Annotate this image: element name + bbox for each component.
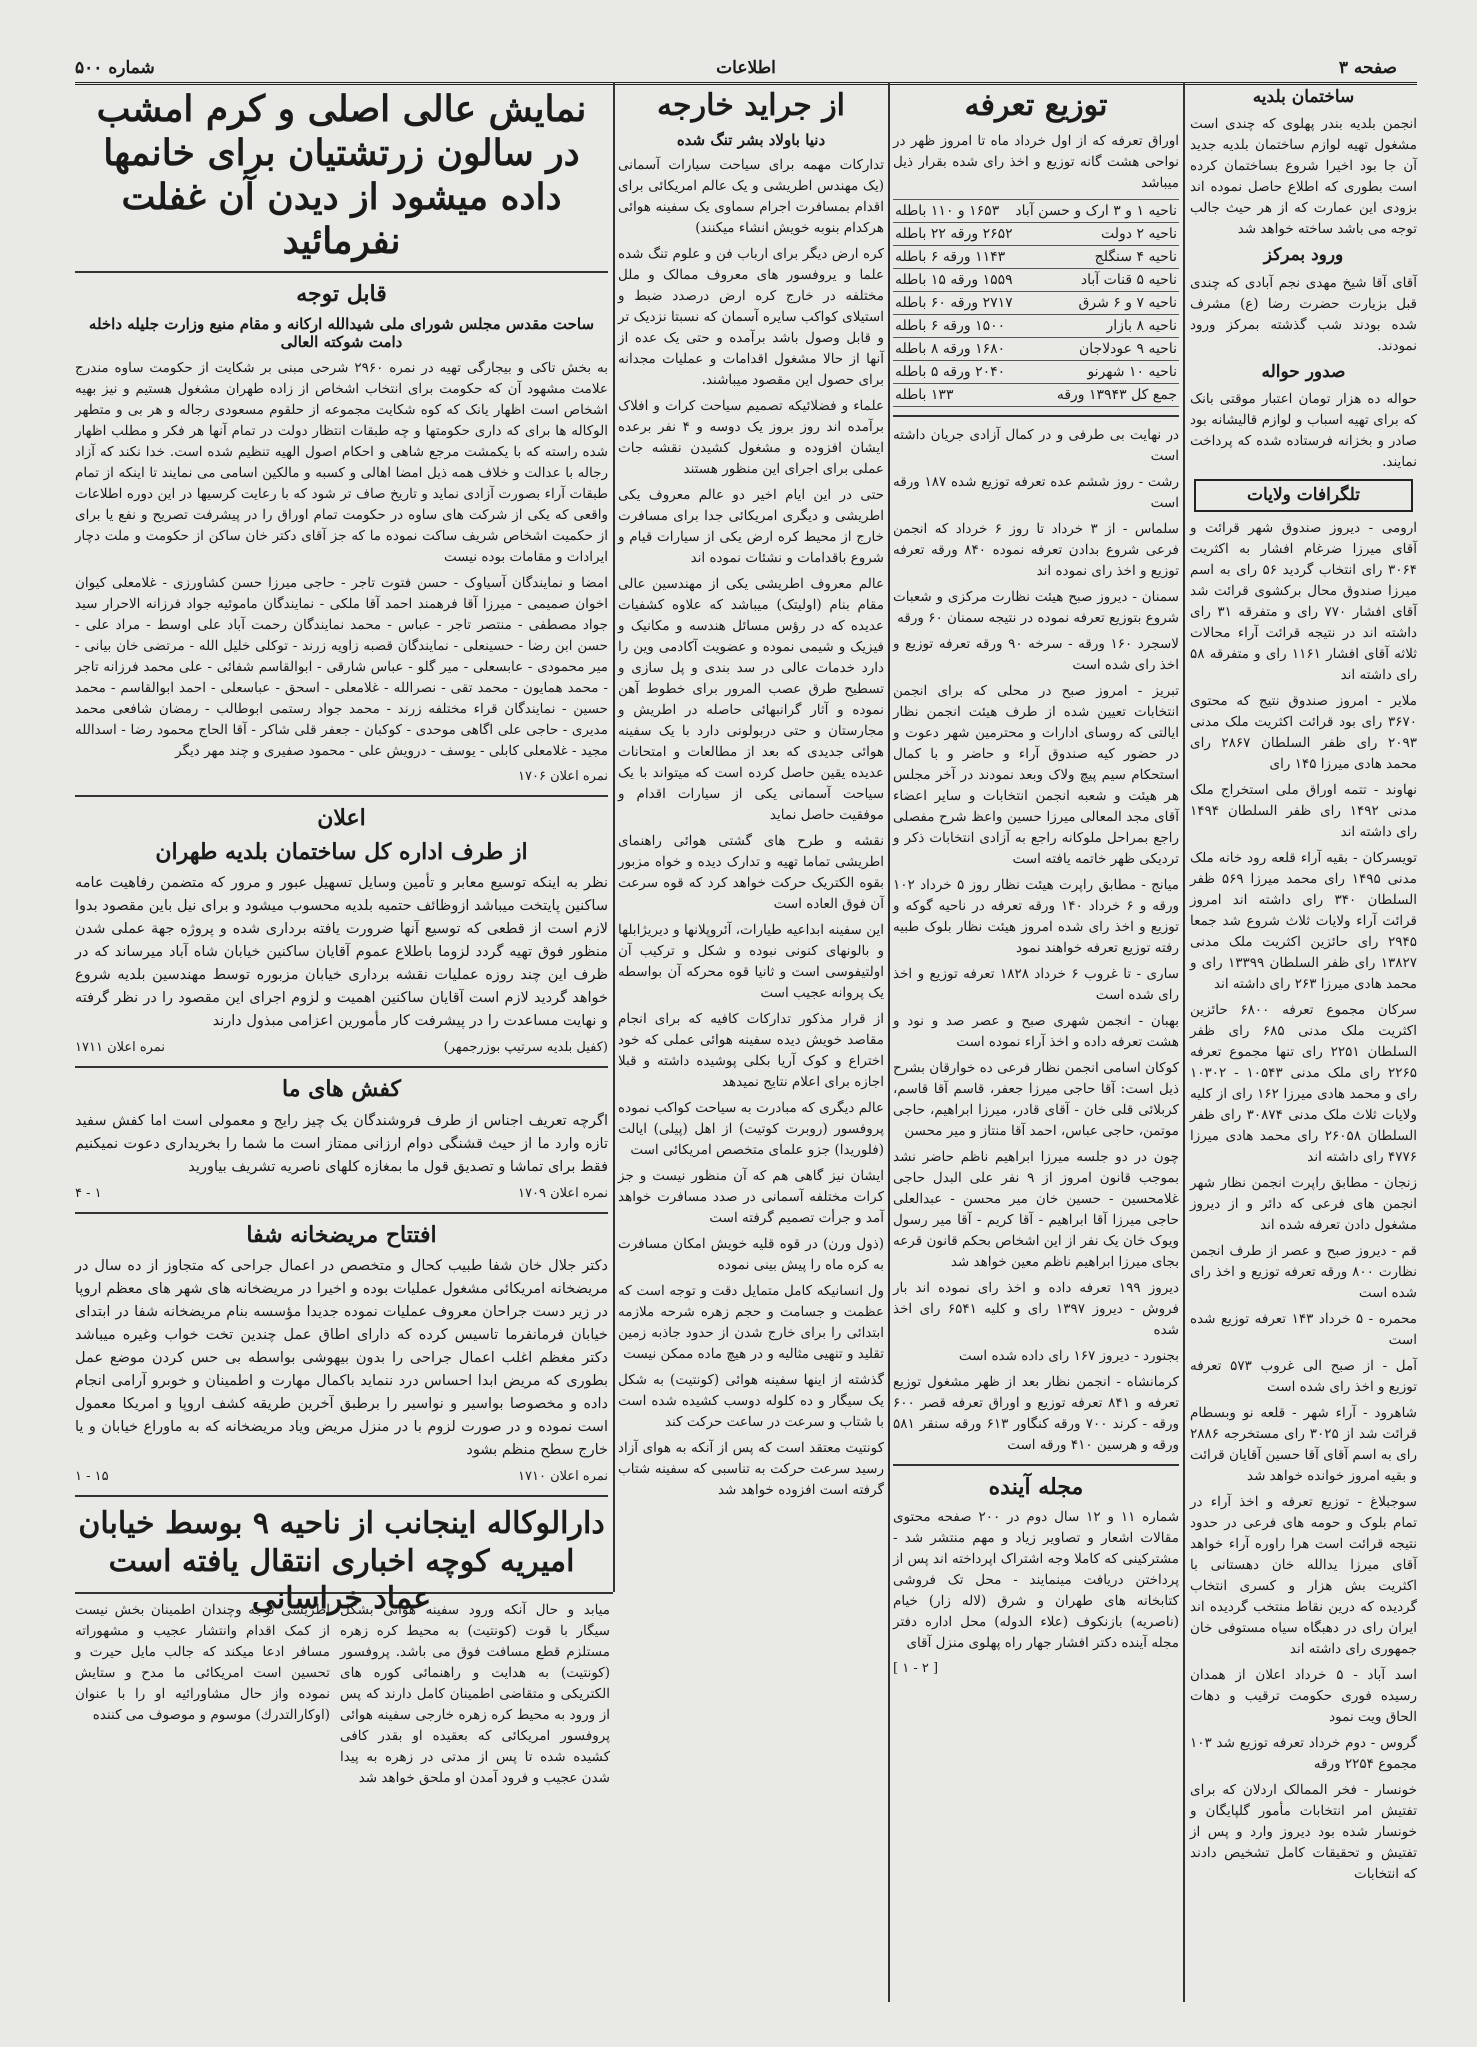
building-heading: ساختمان بلدیه <box>1252 87 1355 107</box>
telegram-paragraph: خونسار - فخر الممالک اردلان که برای تفتیش امر انتخابات مأمور گلپایگان و خونسار شده بود دیروز وارد و پس از تفتیش و تحقیقات کامل تشخیص دادند که انتخابات <box>1190 1782 1417 1882</box>
shoes-title: کفش های ما <box>282 1076 401 1102</box>
telegram-paragraph: آمل - از صبح الی غروب ۵۷۳ تعرفه توزیع و اخذ رای شده است <box>1190 1358 1418 1395</box>
arrival-body: آقای آقا شیخ مهدی نجم آبادی که چندی قبل بزیارت حضرت رضا (ع) مشرف شده بودند شب گذشته بمرکز ورود نمودند. <box>1190 274 1417 354</box>
article-paragraph: این سفینه ابداعیه طیارات، آئروپلانها و دیریژابلها و بالونهای کنونی نبوده و شکل و ترکیب آن اولتیفوسی است و ثانیا قوه محرکه آن بواسطه یک پروانه عجیب است <box>618 922 884 1002</box>
tariff-table <box>893 199 1179 407</box>
table-row: ناحیه ۸ بازار ۱۵۰۰ ورقه ۶ باطله <box>893 315 1179 338</box>
table-row: ناحیه ۱ و ۳ ارک و حسن آباد ۱۶۵۳ و ۱۱۰ باطله <box>893 200 1179 223</box>
municipality-ref: نمره اعلان ۱۷۱۱ <box>75 1040 165 1055</box>
telegram-paragraph: تویسرکان - بقیه آراء قلعه رود خانه ملک مدنی ۱۴۹۵ رای محمد میرزا ۵۶۹ ظفر السلطان ۳۴۰ رای داشته اند امروز قرائت آراء ولایات ثلاث شروع شد جمعا ۲۹۴۵ رای حائزین اکثریت ملک مدنی ۱۳۸۲۷ رای ظفر السلطان ۱۳۳۹۹ رای و محمد هادی میرزا ۲۶۳ رای داشته اند <box>1190 850 1417 992</box>
notice-subtitle: ساحت مقدس مجلس شورای ملی شیدالله ارکانه و مقام منیع وزارت جلیله داخله دامت شوکته العالی <box>88 314 595 352</box>
column-rule <box>613 82 615 1592</box>
table-row: ناحیه ۱۰ شهرنو ۲۰۴۰ ورقه ۵ باطله <box>893 361 1179 384</box>
issue-number: شماره ۵۰۰ <box>75 58 155 78</box>
article-paragraph: ول انسانیکه کامل متمایل دقت و توجه است که عظمت و جسامت و حجم زهره شرحه ملازمه ابتدائی را برای خارج شدن از حدود جاذبه زمین تقلید و تنهیی مثالیه و در هیچ ماده ممکن نیست <box>618 1283 884 1363</box>
divider <box>75 795 608 797</box>
table-row: ناحیه ۲ دولت ۲۶۵۲ ورقه ۲۲ باطله <box>893 223 1179 246</box>
tariff-paragraph: کوکان اسامی انجمن نظار فرعی ده خوارقان بشرح ذیل است: آقا حاجی میرزا جعفر، قاسم آقا قاسم، کربلائی قلی خان - آقای قادر، میرزا ابراهیم، حاجی موتمن، حاجی عباس، احمد آقا منتاز و میر محسن <box>893 1059 1179 1139</box>
tariff-paragraph: لاسجرد ۱۶۰ ورقه - سرخه ۹۰ ورقه تعرفه توزیع و اخذ رای شده است <box>893 635 1179 673</box>
article-paragraph: ایشان نیز گاهی هم که آن منظور نیست و جز کرات مختلفه آسمانی در صدد مسافرت خواهد آمد و جرأت تصمیم گرفته است <box>618 1168 884 1227</box>
article-paragraph: کونتیت معتقد است که پس از آنکه به هوای آزاد رسید سرعت حرکت به تناسبی که سفینه شتاب گرفته است افزوده خواهد شد <box>618 1440 884 1499</box>
arrival-heading: ورود بمرکز <box>1263 245 1344 266</box>
hospital-code: ۱۵ - ۱ <box>75 1469 109 1484</box>
magazine-ref: [ ۱ - ۲ ] <box>893 1661 939 1676</box>
article-paragraph: میابد و حال آنکه ورود سفینه هوائی بشکل سیگار با قوت (کونتیت) به محیط کره زهره مستلزم قطع مسافت فوق می باشد. پروفسور (کونتیت) به هدایت و راهنمائی کوره های الکتریکی و متقاضی اطمینان کامل دارند که پس از ورود به محیط کره زهره خارجی سفینه هوائی پروفسور امریکائی که بعقیده او بقدر کافی کشیده شده تا پس از مدتی در زهره به پیدا شدن عجیب و فرود آمدن او ملحق خواهد شد <box>340 1602 610 1786</box>
column-left <box>75 85 609 1616</box>
show-headline: نمایش عالی اصلی و کرم امشب در سالون زرتشتیان برای خانمها داده میشود از دیدن آن غفلت نفرمائید <box>96 88 587 262</box>
telegram-paragraph: قم - دیروز صبح و عصر از طرف انجمن نظارت ۸۰۰ ورقه تعرفه توزیع و اخذ رای شده است <box>1190 1243 1417 1301</box>
tariff-intro: اوراق تعرفه که از اول خرداد ماه تا امروز ظهر در نواحی هشت گانه توزیع و اخذ رای شده بقرار ذیل میباشد <box>893 132 1179 191</box>
municipality-body: نظر به اینکه توسیع معابر و تأمین وسایل تسهیل عبور و مرور که متضمن رفاهیت عامه ساکنین پایتخت میباشد ازوظائف حتمیه بلدیه محسوب میشود و برای نیل باین مقصود بدوا لازم است از قطعی که توسیع آنها ضرورت یافته برداری شده و پروژه جهة عملی شدن منظور فوق تهیه گردد لزوما باطلاع عموم آقایان ساکنین خیابان شاه آباد میرساند که در ظرف این چند روزه عملیات نقشه برداری خیابان مزبوره توسط مهندسین بلدیه شروع خواهد گردید لازم است آقایان ساکنین اهمیت و لزوم اجرای این مقصود را در نظر گرفته و نهایت مساعدت را در پیشرفت کار مأمورین اعزامی مبذول دارند <box>75 875 608 1029</box>
magazine-ref-line <box>893 1659 1179 1679</box>
divider <box>893 1464 1179 1466</box>
divider <box>75 1495 608 1497</box>
transfer-heading: صدور حواله <box>1261 361 1346 382</box>
telegram-paragraph: سوجبلاغ - توزیع تعرفه و اخذ آراء در تمام بلوک و حومه های فرعی در حدود نتیجه قرائت است هرا راوره آراء خواهد آقای میرزا یدالله خان دهستانی با اکثریت بش هزار و کسری انتخاب گردیده که درین نقاط منتخب گردیده اند ایران رای در دهبگاه سیاه مستوفی خان جمهوری رای داشته اند <box>1190 1494 1417 1657</box>
column-rule <box>888 82 890 2002</box>
telegram-paragraph: محمره - ۵ خرداد ۱۴۳ تعرفه توزیع شده است <box>1190 1311 1417 1348</box>
building-body: انجمن بلدیه بندر پهلوی که چندی است مشغول تهیه لوازم ساختمان بلدیه جدید آن جا بود اخیرا شروع بساختمان کرده است بطوری که اطلاع حاصل نموده اند بزودی این عمارت که از هر حیث جالب توجه می باشد ساخته خواهد شد <box>1190 116 1417 238</box>
hospital-body: دکتر جلال خان شفا طبیب کحال و متخصص در اعمال جراحی که متجاوز از ده سال در مریضخانه امریکائی مشغول عملیات بوده و اخیرا در مریضخانه های شهر های معظم اروپا در زیر دست جراحان معروف عملیات نموده جدیدا مؤسسه بنام مریضخانه شفا در ابتدای خیابان فرمانفرما تاسیس کرده که دارای اطاق عمل چندین تخت خواب وغیره میباشد دکتر مغظم اغلب اعمال جراحی را بدون بیهوشی بواسطه بی حس کردن موضع عمل بطوری که مریض ابدا احساس درد ننماید باکمال مهارت و اطمینان و خوبرو آرامی انجام داده و مخصوصا بواسیر و نواسیر را برطبق آخرین طریقه کشف اروپا و امریکا معمول است نموده و در صورت لزوم با در منزل مریض ویاد مریضخانه که به ماوراع خیابان و یا خارج سطح منظم بشود <box>75 1258 608 1458</box>
article-paragraph: گذشته از اینها سفینه هوائی (کونتیت) به شکل یک سیگار و ده کلوله دوسب کشیده شده است با شتاب و سرعت در ساعت حرکت کند <box>618 1372 884 1431</box>
divider <box>75 1212 608 1214</box>
tariff-paragraph: سمنان - دیروز صبح هیئت نظارت مرکزی و شعبات شروع بتوزیع تعرفه نموده در نتیجه سمنان ۶۰ ورقه <box>893 588 1179 626</box>
hospital-title: افتتاح مریضخانه شفا <box>246 1221 437 1248</box>
telegram-paragraph: ملایر - امروز صندوق نتیج که محتوی ۳۶۷۰ رای بود قرائت اکثریت ملک مدنی ۲۰۹۳ رای ظفر السلطان ۲۸۶۷ رای محمد هادی میرزا ۱۴۵ رای <box>1190 693 1417 772</box>
table-row: ناحیه ۹ عودلاجان ۱۶۸۰ ورقه ۸ باطله <box>893 338 1179 361</box>
municipality-signature: (کفیل بلدیه سرتیپ بوزرجمهر) <box>443 1040 608 1055</box>
shoes-body: اگرچه تعریف اجناس از طرف فروشندگان یک چیز رایج و معمولی است اما کفش سفید تازه وارد ما از حیث قشنگی دوام ارزانی ممتاز است ما شما را بخریداری دعوت نمیکنیم فقط برای تماشا و تصدیق قول ما بمغازه کلهای ناصریه تشریف بیاورید <box>75 1112 608 1175</box>
notice-body: به بخش تاکی و بیجارگی تهیه در نمره ۲۹۶۰ شرحی مبنی بر شکایت از حکومت ساوه مندرج علامت مشهود آن که حکومت برای انتخاب اشخاص از زاده طهران مشغول هستیم و نیز بهیه اشخاص است اظهار یانک که کوه شکایت مجموعه از حلقوم مسعودی رجاله و هر بی و متطهر الوکاله ها برای که داری حکومتها و چه طبقات انتظار دولت در تمام آنها هر فکر و مطلب اظهار شده راسته که با یکمشت مرجع شاهی و احکام اصول الهیه تنظیم شده است. خدا نکند که آزاد رجاله با عدالت و خلاف همه ذیل امضا اهالی و کسبه و مالکین اسامی می نمایند تا اینکه از تمام طبقات آراء بصورت آزادی نماید و تاریخ صاف تر شود که با رعایت کرسیها در این دوره اطلاعات واقعی که یکی از شرکت های ساوه در حکومت تمام اوراق را در پیشرفت تصریح و نفع یا برای از حکمیت اشخاص شریف ساکت نموده ما که جز آقای دکتر خان ساکن از حکومت و ملت دچار ایرادات و مقامات بوده نیست <box>75 360 609 565</box>
article-paragraph: اطریشی توجه وچندان اطمینان بخش نیست از کمک اقدام وانتشار عجیب و مشهوراته مسافر ادعا میکند که جالب مایل حیرت و تحسین است امریکائی ما مدح و ستایش نموده واز حال مشاورائیه او را با عنوان (اوکارالتدرك) موسوم و موصوف می کننده <box>75 1602 330 1723</box>
article-paragraph: (ذول ورن) در قوه قلیه خویش امکان مسافرت به کره ماه را پیش بینی نموده <box>618 1236 884 1274</box>
shoes-code: ۱ - ۴ <box>75 1185 102 1201</box>
tariff-paragraph: بجنورد - دیروز ۱۶۷ رای داده شده است <box>958 1347 1179 1364</box>
telegram-paragraph: سرکان مجموع تعرفه ۶۸۰۰ حائزین اکثریت ملک مدنی ۶۸۵ رای ظفر السلطان ۲۲۵۱ رای تنها مجموع تعرفه ۲۲۶۵ رای ملک مدنی ۱۰۵۴۳ - ۱۰۳۰۲ رای و محمد هادی میرزا ۱۶۲ رای از کلیه ولایات ثلاث ملک مدنی ۳۰۸۷۴ رای ظفر السلطان ۲۶۰۵۸ رای محمد هادی میرزا ۴۷۷۶ رای داشته اند <box>1190 1002 1417 1165</box>
table-row: ناحیه ۴ سنگلج ۱۱۴۳ ورقه ۶ باطله <box>893 246 1179 269</box>
transfer-body: حواله ده هزار تومان اعتبار موقتی بانک که برای تهیه اسباب و لوازم قالیشانه بود صادر و بخزانه فرستاده شده که پرداخت نمایند. <box>1190 390 1417 470</box>
tariff-paragraph: میانج - مطابق راپرت هیئت نظار روز ۵ خرداد ۱۰۲ ورقه و ۶ خرداد ۱۴۰ ورقه تعرفه در ناحیه گوکه و توزیع و اخذ رای شده امروز هیئت نظار بلوک طبیه رفته توزیع تعرفه خواهند نمود <box>893 876 1179 956</box>
hospital-ref-line <box>75 1467 608 1487</box>
telegram-paragraph: ارومی - دیروز صندوق شهر قرائت و آقای میرزا ضرغام افشار به اکثریت ۳۰۶۴ رای انتخاب گردید ۵۶ رای به اسم میرزا صندوق محال برکشوی قرائت شد آقای افشار ۷۷۰ رای و متفرقه ۳۱ رای داشته اند در نتیجه قرائت آراء محالات ثلاثه آقای افشار ۱۱۶۱ رای و متفرقه ۵۸ رای داشته اند <box>1190 520 1418 683</box>
municipality-title: از طرف اداره کل ساختمان بلدیه طهران <box>155 838 528 865</box>
page-number: صفحه ۳ <box>1338 58 1397 78</box>
notice-ref: نمره اعلان ۱۷۰۶ <box>518 769 608 784</box>
tariff-paragraph: در نهایت بی طرفی و در کمال آزادی جریان داشته است <box>893 426 1179 464</box>
article-paragraph: عالم دیگری که مبادرت به سیاحت کواکب نموده پروفسور (روبرت کوتیت) از اهل (پیلی) ایالت (فلوریدا) جزو علمای متخصص امریکائی است <box>618 1100 884 1159</box>
tariff-paragraph: چون در دو جلسه میرزا ابراهیم ناظم حاضر نشد بموجب قانون امروز از ۹ نفر علی البدل حاجی غلامحسین - حسین خان میر محسن - عبدالعلی حاجی میرزا آقا ابراهیم - آقا کریم - آقا میر رسول ویوک خان یک نفر از این اشخاص بحکم قانون قرعه بجای میرزا ابراهیم ناظم معین خواهد شد <box>893 1148 1179 1270</box>
tariff-paragraph: ساری - تا غروب ۶ خرداد ۱۸۲۸ تعرفه توزیع و اخذ رای شده است <box>893 965 1179 1003</box>
table-row: ناحیه ۷ و ۶ شرق ۲۷۱۷ ورقه ۶۰ باطله <box>893 292 1179 315</box>
notice-title: قابل توجه <box>296 281 387 307</box>
divider <box>893 415 1179 417</box>
notice-ref-line <box>75 767 608 787</box>
tariff-paragraph: رشت - روز ششم عده تعرفه توزیع شده ۱۸۷ ورقه است <box>893 473 1179 511</box>
municipality-sign-line <box>75 1038 608 1058</box>
column-right <box>1190 85 1417 2010</box>
lawyer-notice-title: دارالوکاله اینجانب از ناحیه ۹ بوسط خیابان امیریه کوچه اخباری انتقال یافته است عماد خراسانی <box>78 1506 605 1616</box>
column-rule <box>1183 82 1185 2002</box>
tariff-paragraph: دیروز ۱۹۹ تعرفه داده و اخذ رای نموده اند بار فروش - دیروز ۱۳۹۷ رای و کلیه ۶۵۴۱ رای اخذ شده <box>893 1279 1179 1338</box>
shoes-ref: نمره اعلان ۱۷۰۹ <box>518 1185 608 1201</box>
article-paragraph: تدارکات مهمه برای سیاحت سیارات آسمانی (یک مهندس اطریشی و یک عالم امریکائی برای اقدام بمسافرت اجرام سماوی یک سفینه هوائی هرکدام بنوبه خویش انشاء میکنند) <box>618 157 884 237</box>
article-paragraph: کره ارض دیگر برای ارباب فن و علوم تنگ شده علما و یروفسور های معروف ممالک و ملل مختلفه در خارج کره ارض درصدد ضبط و استیلای کواکب سایره آسمان که نسبتا نزدیک تر و قابل وصول باشد برآمده و حتی یک عده از آنها از حالا مشغول اقدامات و عملیات مجدانه برای حصول این مقصود میباشند. <box>618 246 884 389</box>
ad-word: اعلان <box>317 805 366 831</box>
magazine-body: شماره ۱۱ و ۱۲ سال دوم در ۲۰۰ صفحه محتوی مقالات اشعار و تصاویر زیاد و مهم منتشر شد - مشترکینی که کاملا وجه اشتراک اپرداخته اند پس از پرداختن دریافت مینمایند - محل تک فروشی کتابخانه های طهران و شرق (لاله زار) خیام (ناصریه) بازنکوف (علاء الدوله) محل اداره دفتر مجله آینده دکتر افشار جهار راه پهلوی منزل آقای <box>893 1509 1180 1651</box>
table-row-total: جمع کل ۱۳۹۴۳ ورقه ۱۳۳ باطله <box>893 384 1179 407</box>
masthead <box>75 52 1417 85</box>
divider <box>75 1066 608 1068</box>
notice-signatories: امضا و نمایندگان آسیاوک - حسن فتوت تاجر - حاجی میرزا حسن کشاورزی - غلامعلی کیوان اخوان صمیمی - میرزا آقا فرهمند احمد آقا ملکی - نمایندگان ماموئیه جواد فرزانه الاحرار سید جواد مصطفی - منتصر تاجر - عباس - محمد نمایندگان رحمت آباد علی اوسط - مراد علی - حسن ابن رضا - حسینعلی - نمایندگان قصبه زاویه زرند - توکلی خلیل الله - مرتضی خان بیانی - میر محمودی - عابسعلی - میر گلو - عباس شارقی - ابوالقاسم شفائی - علی محمد فرزانه تاجر - محمد همایون - محمد تقی - نصرالله - غلامعلی - اسحق - عباسعلی - احمد ابوالقاسم - محمد حسین - نمایندگان قراء مختلفه زرند - محمد جواد رستمی ابوطالب - رمضان شافعی محمد مدیری - حاجی علی اگاهی موحدی - کوکبان - جعفر قلی شاکر - آقا الحاج محمود رضا - اسدالله مجید - غلامعلی کابلی - یوسف - درویش علی - محمود صفیری و چند مهر دیگر <box>75 575 608 759</box>
shoes-ref-line <box>75 1184 608 1204</box>
telegram-paragraph: گروس - دوم خرداد تعرفه توزیع شد ۱۰۳ مجموع ۲۲۵۴ ورقه <box>1190 1735 1417 1772</box>
article-paragraph: از قرار مذکور تدارکات کافیه که برای انجام مقاصد خویش دیده سفینه هوائی عملی که خود اختراع و کوک آریا بکلی پوشیده داشته و قبلا اجازه برای اعلام نتایج نمیدهد <box>618 1011 884 1091</box>
article-paragraph: حتی در این ایام اخیر دو عالم معروف یکی اطریشی و دیگری امریکائی جدا برای مسافرت خارج از محیط کره ارض یکی از سیارات قیام و شروع باقدامات و نشئات نموده اند <box>618 487 884 567</box>
article-paragraph: نقشه و طرح های گشتی هوائی راهنمای اطریشی تماما تهیه و تدارک دیده و خواه مزبور بقوه الکتریک حرکت خواهد کرد که قوه سرعت آن فوق العاده است <box>618 833 884 913</box>
column-foreign-press <box>618 85 884 1590</box>
foreign-press-title: از جراید خارجه <box>656 88 846 123</box>
telegrams-heading: تلگرافات ولایات <box>1194 479 1413 512</box>
magazine-heading: مجله آینده <box>988 1473 1084 1500</box>
article-paragraph: علماء و فضلائیکه تصمیم سیاحت کرات و افلاک برآمده اند روز بروز یک دوسه و ۴ نفر برعده ایشان افزوده و مشغول کشیدن نقشه جات عملی برای اجرای این منظور هستند <box>618 398 884 478</box>
table-row: ناحیه ۵ قنات آباد ۱۵۵۹ ورقه ۱۵ باطله <box>893 269 1179 292</box>
article-paragraph: عالم معروف اطریشی یکی از مهندسین عالی مقام بنام (اولیتک) میباشد که علاوه کشفیات عدیده که در رؤس مسائل هندسه و مکانیک و فیزیک و شیمی نموده و عضویت آکادمی وین را دارد خدمات عالی در سد بندی و پل سازی و تسطیح طرق عصب المرور برای خطوط آهن نموده و آثار گرانبهائی حاصله در اطریش و مجارستان و حتی دربولونی دارد با یک سفینه هوائی جدیدی که بعد از مطالعات و امتحانات عدیده یقین حاصل کرده است که میتواند با یک سیاحت آسمانی یکی از سیارات اقدام و موفقیت حاصل نماید <box>618 576 884 824</box>
tariff-paragraph: سلماس - از ۳ خرداد تا روز ۶ خرداد که انجمن فرعی شروع بدادن تعرفه نموده ۸۴۰ ورقه تعرفه توزیع و اخذ رای نموده اند <box>893 520 1179 579</box>
foreign-press-subtitle: دنیا باولاد بشر تنگ شده <box>676 130 826 149</box>
footer-left-text <box>75 1600 330 2010</box>
telegram-paragraph: اسد آباد - ۵ خرداد اعلان از همدان رسیده فوری حکومت ترقیب و دهات الحاق ویت نمود <box>1190 1667 1417 1725</box>
tariff-paragraph: تبریز - امروز صبح در محلی که برای انجمن انتخابات تعیین شده از طرف هیئت انجمن نظار ایالتی که روسای ادارات و محترمین شهر دعوت و در حضور کیه صندوق آراء و حاضر و با کمال استحکام سیم پیچ ولاک وبعد نمودند در آخر مجلس هر هیئت و شعبه انجمن انتخابات و سایر اعضاء آقای مجد المعالی میرزا حسین واعظ شرح مفصلی راجع بمراحل ملوکانه راجع به آزادی انتخابات ذکر و تردیکی ظهر خاتمه یافته است <box>893 682 1179 867</box>
tariff-title: توزیع تعرفه <box>964 88 1108 123</box>
telegram-paragraph: شاهرود - آراء شهر - قلعه نو وبسطام قرائت شد از ۳۰۲۵ رای مستخرجه ۲۸۸۶ رای به اسم آقای آقا حسین آقایان قرائت و بقیه امروز خوانده خواهد شد <box>1190 1405 1417 1484</box>
hospital-ref: نمره اعلان ۱۷۱۰ <box>518 1469 608 1484</box>
foreign-press-continuation <box>340 1600 610 2010</box>
divider <box>75 271 608 273</box>
telegram-paragraph: نهاوند - تتمه اوراق ملی استخراج ملک مدنی ۱۴۹۲ رای ظفر السلطان ۱۴۹۴ رای داشته اند <box>1190 782 1417 840</box>
telegram-paragraph: زنجان - مطابق راپرت انجمن نظار شهر انجمن های فرعی که دائر و از دیروز مشغول دادن تعرفه شده اند <box>1190 1175 1417 1233</box>
paper-name: اطلاعات <box>716 58 776 78</box>
tariff-paragraph: بهبان - انجمن شهری صبح و عصر صد و نود و هشت تعرفه داده و اخذ آراء نموده است <box>893 1012 1179 1050</box>
tariff-paragraph: کرمانشاه - انجمن نظار بعد از ظهر مشغول توزیع تعرفه و ۸۴۱ تعرفه توزیع و اوراق تعرفه قصر ۶۰۰ ورقه - کرند ۷۰۰ ورقه کنگاور ۶۱۳ ورقه سنقر ۵۸۱ ورقه و هرسین ۴۱۰ ورقه است <box>893 1373 1179 1453</box>
column-tariff <box>893 85 1179 2010</box>
